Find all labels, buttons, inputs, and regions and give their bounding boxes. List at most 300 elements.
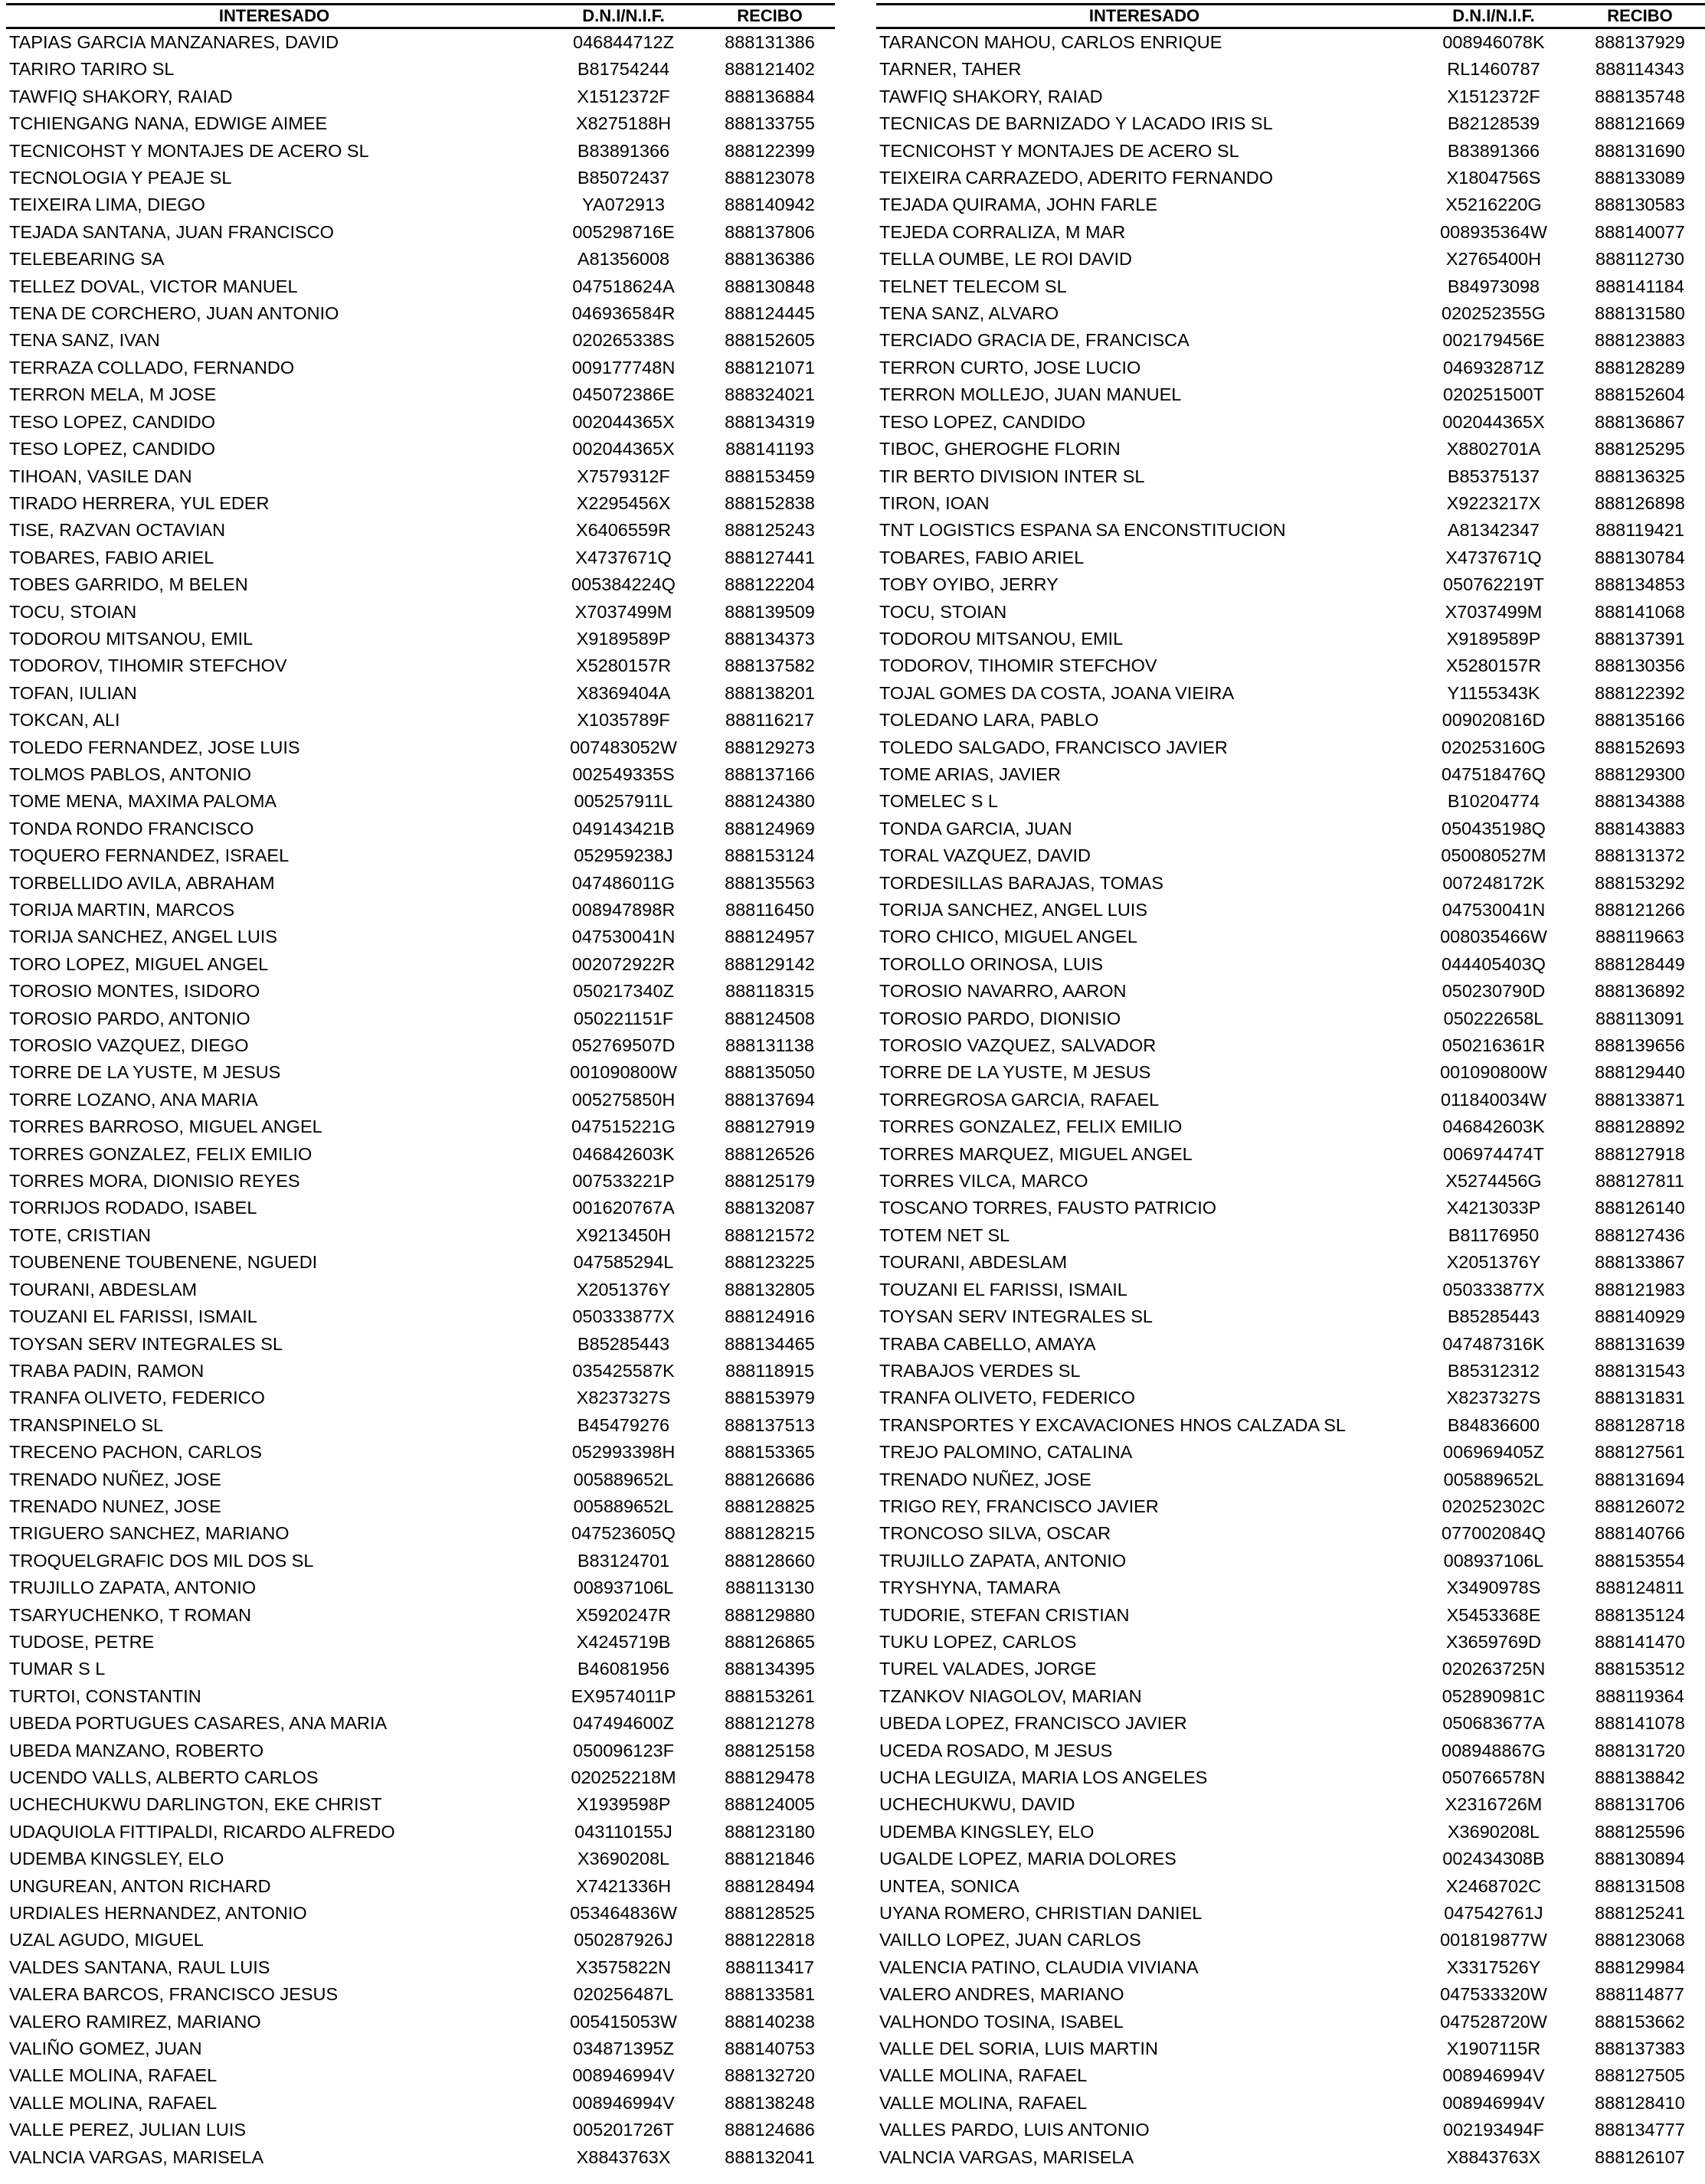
cell-dni: 008948867G (1442, 1740, 1546, 1761)
cell-interesado: TUDOSE, PETRE (9, 1631, 155, 1652)
cell-recibo: 888127436 (1595, 1224, 1685, 1245)
table-row (876, 83, 1705, 110)
table-row (6, 978, 835, 1005)
table-row (6, 1981, 835, 2008)
cell-interesado: TESO LOPEZ, CANDIDO (879, 411, 1085, 432)
table-row (6, 1683, 835, 1710)
cell-recibo: 888137929 (1595, 32, 1685, 52)
cell-dni: 050221151F (573, 1008, 674, 1028)
cell-recibo: 888118315 (725, 981, 814, 1002)
cell-recibo: 888130583 (1595, 195, 1685, 215)
cell-recibo: 888129300 (1595, 763, 1685, 784)
cell-dni: X5453368E (1446, 1604, 1541, 1625)
cell-dni: 047523605Q (571, 1523, 676, 1544)
cell-dni: B85285443 (1447, 1306, 1540, 1327)
cell-recibo: 888135050 (725, 1062, 815, 1083)
cell-recibo: 888123068 (1595, 1930, 1685, 1950)
table-row (6, 1195, 835, 1221)
cell-interesado: VALERO RAMIREZ, MARIANO (9, 2011, 261, 2032)
cell-recibo: 888128660 (725, 1550, 815, 1571)
cell-interesado: TOUBENENE TOUBENENE, NGUEDI (9, 1252, 318, 1273)
cell-dni: B81176950 (1448, 1224, 1540, 1245)
cell-interesado: UCHECHUKWU DARLINGTON, EKE CHRIST (9, 1794, 382, 1815)
cell-dni: X5274456G (1445, 1171, 1542, 1192)
cell-dni: X2316726M (1445, 1794, 1543, 1815)
table-row (876, 2144, 1705, 2171)
cell-dni: X8275188H (575, 113, 672, 134)
table-row (6, 300, 835, 327)
cell-interesado: TOROSIO PARDO, DIONISIO (879, 1008, 1121, 1028)
cell-recibo: 888136884 (725, 86, 815, 106)
cell-interesado: TORIJA SANCHEZ, ANGEL LUIS (9, 927, 277, 947)
cell-dni: 008946994V (1442, 2092, 1545, 2113)
cell-interesado: TCHIENGANG NANA, EDWIGE AIMEE (9, 113, 328, 134)
cell-recibo: 888121572 (725, 1224, 815, 1245)
table-row (876, 788, 1705, 815)
cell-dni: 002044365X (572, 439, 675, 459)
cell-recibo: 888131720 (1595, 1740, 1685, 1761)
table-row (876, 761, 1705, 788)
table-row (6, 1331, 835, 1358)
header-interesado: INTERESADO (6, 5, 542, 28)
cell-recibo: 888113130 (725, 1578, 814, 1598)
cell-recibo: 888127561 (1595, 1442, 1685, 1463)
cell-interesado: TELNET TELECOM SL (879, 276, 1067, 296)
cell-interesado: VALERO ANDRES, MARIANO (879, 1984, 1124, 2005)
cell-dni: X4737671Q (575, 547, 672, 567)
cell-interesado: TECNICAS DE BARNIZADO Y LACADO IRIS SL (879, 113, 1273, 134)
table-row (876, 978, 1705, 1005)
cell-recibo: 888136867 (1595, 411, 1685, 432)
cell-dni: 005201726T (573, 2120, 674, 2140)
cell-recibo: 888126686 (725, 1469, 815, 1489)
cell-interesado: UDAQUIOLA FITTIPALDI, RICARDO ALFREDO (9, 1821, 395, 1842)
table-row (6, 56, 835, 83)
cell-recibo: 888141078 (1595, 1713, 1685, 1734)
cell-recibo: 888124005 (725, 1794, 815, 1815)
cell-dni: 001819877W (1440, 1930, 1547, 1950)
cell-interesado: TOME MENA, MAXIMA PALOMA (9, 791, 277, 812)
cell-dni: 020252218M (571, 1767, 676, 1787)
table-row (6, 1439, 835, 1466)
table-row (6, 571, 835, 598)
table-row (6, 1059, 835, 1086)
cell-recibo: 888132805 (725, 1279, 815, 1300)
cell-interesado: TARIRO TARIRO SL (9, 59, 175, 80)
cell-recibo: 888141193 (725, 439, 814, 459)
table-row (6, 816, 835, 842)
cell-recibo: 888128289 (1595, 357, 1685, 378)
cell-interesado: TOBES GARRIDO, M BELEN (9, 574, 248, 595)
cell-dni: 007248172K (1442, 872, 1545, 893)
header-dni: D.N.I/N.I.F. (1412, 5, 1575, 28)
table-row (6, 1005, 835, 1032)
cell-interesado: TOJAL GOMES DA COSTA, JOANA VIEIRA (879, 682, 1235, 703)
table-row (876, 1385, 1705, 1411)
cell-recibo: 888131694 (1595, 1469, 1685, 1489)
cell-recibo: 888125243 (725, 520, 815, 541)
cell-recibo: 888128718 (1595, 1414, 1685, 1435)
cell-interesado: UZAL AGUDO, MIGUEL (9, 1930, 204, 1950)
cell-dni: 047494600Z (573, 1713, 674, 1734)
cell-interesado: VALERA BARCOS, FRANCISCO JESUS (9, 1984, 339, 2005)
cell-recibo: 888153261 (725, 1685, 815, 1706)
cell-recibo: 888134373 (725, 628, 815, 649)
cell-interesado: TRIGO REY, FRANCISCO JAVIER (879, 1496, 1159, 1516)
cell-interesado: TOLEDANO LARA, PABLO (879, 710, 1099, 731)
table-row (876, 1493, 1705, 1520)
table-row (6, 680, 835, 707)
cell-recibo: 888119421 (1595, 520, 1684, 541)
cell-dni: 005257911L (574, 791, 673, 812)
table-row (6, 1819, 835, 1846)
cell-dni: 050222658L (1443, 1008, 1544, 1028)
cell-dni: X5280157R (1445, 656, 1542, 676)
cell-dni: 002549335S (572, 763, 675, 784)
cell-dni: A81342347 (1447, 520, 1540, 541)
cell-dni: 052959238J (574, 845, 673, 866)
cell-dni: 005889652L (573, 1469, 674, 1489)
cell-recibo: 888124969 (725, 818, 815, 839)
cell-dni: 046936584R (571, 303, 676, 324)
table-row (6, 897, 835, 924)
cell-dni: 047542761J (1444, 1903, 1543, 1924)
cell-interesado: TERRON MOLLEJO, JUAN MANUEL (879, 384, 1182, 405)
cell-recibo: 888140942 (725, 195, 815, 215)
cell-dni: X7037499M (1445, 601, 1543, 622)
cell-dni: B10204774 (1447, 791, 1540, 812)
cell-dni: X4245719B (576, 1631, 671, 1652)
table-row (6, 1574, 835, 1601)
cell-dni: X1939598P (576, 1794, 671, 1815)
table-row (6, 1927, 835, 1954)
cell-recibo: 888129984 (1595, 1957, 1685, 1977)
table-row (6, 327, 835, 354)
cell-dni: 008946994V (572, 2065, 675, 2086)
cell-interesado: UBEDA LOPEZ, FRANCISCO JAVIER (879, 1713, 1187, 1734)
cell-recibo: 888122399 (725, 140, 815, 161)
cell-interesado: TORREGROSA GARCIA, RAFAEL (879, 1089, 1160, 1110)
cell-interesado: TAPIAS GARCIA MANZANARES, DAVID (9, 32, 339, 52)
cell-interesado: TOTEM NET SL (879, 1224, 1010, 1245)
cell-interesado: UBEDA MANZANO, ROBERTO (9, 1740, 264, 1761)
table-row (6, 110, 835, 137)
cell-dni: X3317526Y (1446, 1957, 1541, 1977)
table-row (6, 2090, 835, 2117)
cell-dni: 050287926J (574, 1930, 673, 1950)
cell-recibo: 888136386 (725, 249, 815, 270)
cell-recibo: 888137806 (725, 221, 815, 242)
cell-dni: X9213450H (575, 1224, 672, 1245)
cell-interesado: UDEMBA KINGSLEY, ELO (9, 1849, 224, 1869)
table-row (876, 165, 1705, 191)
cell-dni: X2468702C (1445, 1875, 1542, 1896)
cell-recibo: 888125295 (1595, 439, 1685, 459)
cell-interesado: TRANSPINELO SL (9, 1414, 164, 1435)
cell-dni: 020252355G (1442, 303, 1546, 324)
cell-interesado: TOME ARIAS, JAVIER (879, 763, 1061, 784)
cell-recibo: 888127441 (725, 547, 815, 567)
cell-dni: 005275850H (571, 1089, 676, 1110)
cell-dni: 002193494F (1443, 2120, 1544, 2140)
cell-dni: 007483052W (570, 737, 677, 757)
cell-recibo: 888137383 (1595, 2039, 1685, 2059)
cell-recibo: 888324021 (725, 384, 815, 405)
cell-recibo: 888130784 (1595, 547, 1685, 567)
table-row (6, 1358, 835, 1385)
cell-interesado: VAILLO LOPEZ, JUAN CARLOS (879, 1930, 1141, 1950)
table-row (876, 246, 1705, 273)
cell-interesado: TOMELEC S L (879, 791, 998, 812)
table-row (876, 1574, 1705, 1601)
cell-interesado: TOROSIO VAZQUEZ, SALVADOR (879, 1035, 1157, 1056)
cell-dni: X1907115R (1446, 2039, 1541, 2059)
cell-dni: X3490978S (1446, 1578, 1541, 1598)
cell-dni: 009177748N (571, 357, 676, 378)
cell-dni: 077002084Q (1442, 1523, 1546, 1544)
cell-recibo: 888133871 (1595, 1089, 1685, 1110)
cell-interesado: VALLE MOLINA, RAFAEL (879, 2065, 1088, 2086)
cell-recibo: 888130356 (1595, 656, 1685, 676)
cell-dni: EX9574011P (571, 1685, 676, 1706)
cell-dni: B84973098 (1447, 276, 1540, 296)
cell-dni: 001090800W (570, 1062, 677, 1083)
table-row (876, 1900, 1705, 1927)
cell-interesado: TRABA CABELLO, AMAYA (879, 1333, 1096, 1354)
cell-interesado: TERRON MELA, M JOSE (9, 384, 217, 405)
table-row (6, 381, 835, 408)
table-row (876, 1764, 1705, 1791)
table-row (876, 1331, 1705, 1358)
cell-dni: 046932871Z (1443, 357, 1544, 378)
cell-dni: 008946078K (1442, 32, 1545, 52)
table-row (6, 517, 835, 544)
cell-recibo: 888126107 (1595, 2146, 1685, 2167)
table-row (876, 680, 1705, 707)
cell-interesado: TORRIJOS RODADO, ISABEL (9, 1198, 257, 1218)
cell-dni: X2295456X (576, 492, 671, 513)
cell-recibo: 888153124 (725, 845, 815, 866)
cell-dni: 047528720W (1440, 2011, 1547, 2032)
cell-dni: B85312312 (1447, 1360, 1540, 1381)
cell-recibo: 888139656 (1595, 1035, 1685, 1056)
cell-dni: X3690208L (577, 1849, 670, 1869)
cell-interesado: TORIJA MARTIN, MARCOS (9, 900, 235, 920)
table-row (6, 83, 835, 110)
table-row (6, 1493, 835, 1520)
table-row (876, 734, 1705, 761)
cell-recibo: 888131706 (1595, 1794, 1685, 1815)
cell-dni: 001090800W (1440, 1062, 1547, 1083)
table-row (6, 191, 835, 218)
cell-dni: 050683677A (1442, 1713, 1545, 1734)
cell-dni: X3690208L (1447, 1821, 1540, 1842)
cell-dni: 020251500T (1443, 384, 1544, 405)
table-row (876, 544, 1705, 571)
cell-dni: 050096123F (573, 1740, 674, 1761)
cell-interesado: TENA SANZ, IVAN (9, 330, 160, 351)
table-row (6, 1168, 835, 1195)
cell-interesado: TISE, RAZVAN OCTAVIAN (9, 520, 226, 541)
cell-interesado: TORRES MARQUEZ, MIGUEL ANGEL (879, 1143, 1193, 1164)
cell-interesado: TEJADA QUIRAMA, JOHN FARLE (879, 195, 1158, 215)
cell-interesado: TORRES MORA, DIONISIO REYES (9, 1171, 300, 1192)
cell-interesado: TECNOLOGIA Y PEAJE SL (9, 168, 232, 188)
cell-dni: 035425587K (572, 1360, 675, 1381)
cell-interesado: TECNICOHST Y MONTAJES DE ACERO SL (879, 140, 1239, 161)
cell-dni: 046842603K (572, 1143, 675, 1164)
table-row (876, 1277, 1705, 1303)
cell-interesado: VALLES PARDO, LUIS ANTONIO (879, 2120, 1150, 2140)
cell-recibo: 888129273 (725, 737, 815, 757)
table-row (876, 1548, 1705, 1574)
table-row (6, 1466, 835, 1493)
table-row (6, 1277, 835, 1303)
cell-dni: B83891366 (577, 140, 670, 161)
table-row (6, 273, 835, 300)
table-row (6, 1385, 835, 1411)
table-row (6, 463, 835, 490)
cell-dni: A81356008 (577, 249, 670, 270)
cell-dni: 053464836W (570, 1903, 677, 1924)
table-row (876, 1873, 1705, 1900)
table-row (876, 842, 1705, 869)
cell-interesado: TRONCOSO SILVA, OSCAR (879, 1523, 1111, 1544)
cell-interesado: TOROSIO VAZQUEZ, DIEGO (9, 1035, 249, 1056)
cell-dni: B83891366 (1447, 140, 1540, 161)
cell-recibo: 888125158 (725, 1740, 815, 1761)
table-row (876, 409, 1705, 436)
cell-dni: B85285443 (577, 1333, 670, 1354)
table-row (876, 924, 1705, 950)
cell-dni: 046842603K (1442, 1117, 1545, 1137)
table-row (6, 1548, 835, 1574)
cell-interesado: TOURANI, ABDESLAM (879, 1252, 1068, 1273)
table-row (876, 191, 1705, 218)
cell-dni: 008935364W (1440, 221, 1547, 242)
cell-recibo: 888124811 (1595, 1578, 1684, 1598)
cell-dni: X8237327S (576, 1388, 671, 1408)
cell-recibo: 888122392 (1595, 682, 1685, 703)
cell-recibo: 888116217 (725, 710, 814, 731)
cell-interesado: TORRES VILCA, MARCO (879, 1171, 1088, 1192)
cell-interesado: VALLE MOLINA, RAFAEL (9, 2065, 218, 2086)
cell-recibo: 888113091 (1595, 1008, 1684, 1028)
cell-dni: 050333877X (1442, 1279, 1545, 1300)
cell-recibo: 888139509 (725, 601, 815, 622)
table-row (876, 1927, 1705, 1954)
cell-recibo: 888128449 (1595, 953, 1685, 974)
cell-interesado: TODOROV, TIHOMIR STEFCHOV (9, 656, 287, 676)
cell-interesado: TZANKOV NIAGOLOV, MARIAN (879, 1685, 1142, 1706)
cell-dni: 020253160G (1442, 737, 1546, 757)
cell-interesado: TRYSHYNA, TAMARA (879, 1578, 1061, 1598)
cell-dni: 008035466W (1440, 927, 1547, 947)
table-row (876, 2009, 1705, 2035)
cell-interesado: TARNER, TAHER (879, 59, 1022, 80)
table-row (876, 1819, 1705, 1846)
cell-interesado: TOBY OYIBO, JERRY (879, 574, 1059, 595)
cell-recibo: 888123180 (725, 1821, 815, 1842)
cell-interesado: UBEDA PORTUGUES CASARES, ANA MARIA (9, 1713, 388, 1734)
cell-interesado: TONDA GARCIA, JUAN (879, 818, 1072, 839)
cell-dni: 044405403Q (1442, 953, 1546, 974)
table-row (876, 1710, 1705, 1737)
table-row (6, 1087, 835, 1113)
cell-recibo: 888135124 (1595, 1604, 1685, 1625)
cell-interesado: TURTOI, CONSTANTIN (9, 1685, 201, 1706)
cell-recibo: 888121266 (1595, 900, 1685, 920)
cell-interesado: TODOROV, TIHOMIR STEFCHOV (879, 656, 1157, 676)
cell-recibo: 888129880 (725, 1604, 815, 1625)
cell-recibo: 888128494 (725, 1875, 815, 1896)
cell-interesado: VALENCIA PATINO, CLAUDIA VIVIANA (879, 1957, 1199, 1977)
cell-recibo: 888152605 (725, 330, 815, 351)
cell-interesado: UDEMBA KINGSLEY, ELO (879, 1821, 1095, 1842)
cell-interesado: TRUJILLO ZAPATA, ANTONIO (879, 1550, 1127, 1571)
cell-interesado: TORO CHICO, MIGUEL ANGEL (879, 927, 1137, 947)
right-header-row (876, 5, 1705, 28)
cell-recibo: 888136325 (1595, 466, 1685, 486)
cell-interesado: TOTE, CRISTIAN (9, 1224, 151, 1245)
table-row (6, 1412, 835, 1439)
table-row (876, 571, 1705, 598)
cell-dni: 043110155J (574, 1821, 673, 1842)
cell-recibo: 888141470 (1595, 1631, 1685, 1652)
cell-dni: 050217340Z (573, 981, 674, 1002)
cell-interesado: TIRADO HERRERA, YUL EDER (9, 492, 270, 513)
cell-dni: B82128539 (1447, 113, 1540, 134)
cell-recibo: 888127919 (725, 1117, 815, 1137)
cell-recibo: 888153662 (1595, 2011, 1685, 2032)
cell-interesado: TORRES GONZALEZ, FELIX EMILIO (879, 1117, 1183, 1137)
table-row (6, 652, 835, 679)
cell-recibo: 888130894 (1595, 1849, 1685, 1869)
cell-dni: 045072386E (572, 384, 675, 405)
cell-interesado: TUKU LOPEZ, CARLOS (879, 1631, 1077, 1652)
table-row (6, 1303, 835, 1330)
cell-dni: 020265338S (572, 330, 675, 351)
table-row (876, 138, 1705, 165)
cell-interesado: TORRE DE LA YUSTE, M JESUS (879, 1062, 1151, 1083)
cell-dni: B46081956 (577, 1659, 670, 1679)
cell-interesado: TRUJILLO ZAPATA, ANTONIO (9, 1578, 257, 1598)
table-row (876, 300, 1705, 327)
cell-interesado: TELEBEARING SA (9, 249, 165, 270)
cell-recibo: 888125179 (725, 1171, 815, 1192)
table-row (876, 951, 1705, 978)
cell-interesado: TRANSPORTES Y EXCAVACIONES HNOS CALZADA SL (879, 1414, 1347, 1435)
cell-interesado: TRIGUERO SANCHEZ, MARIANO (9, 1523, 290, 1544)
table-row (876, 1087, 1705, 1113)
cell-recibo: 888128825 (725, 1496, 815, 1516)
cell-interesado: TESO LOPEZ, CANDIDO (9, 439, 215, 459)
cell-recibo: 888134395 (725, 1659, 815, 1679)
header-recibo: RECIBO (705, 5, 835, 28)
cell-dni: X1512372F (577, 86, 670, 106)
cell-recibo: 888131138 (725, 1035, 814, 1056)
cell-recibo: 888125596 (1595, 1821, 1685, 1842)
cell-recibo: 888126072 (1595, 1496, 1685, 1516)
cell-recibo: 888121278 (725, 1713, 815, 1734)
cell-recibo: 888118915 (725, 1360, 814, 1381)
cell-dni: 050435198Q (1442, 818, 1546, 839)
cell-dni: 020256487L (573, 1984, 674, 2005)
table-row (6, 1249, 835, 1276)
cell-dni: 047585294L (573, 1252, 674, 1273)
cell-dni: 050762219T (1443, 574, 1544, 595)
cell-interesado: VALNCIA VARGAS, MARISELA (9, 2146, 264, 2167)
